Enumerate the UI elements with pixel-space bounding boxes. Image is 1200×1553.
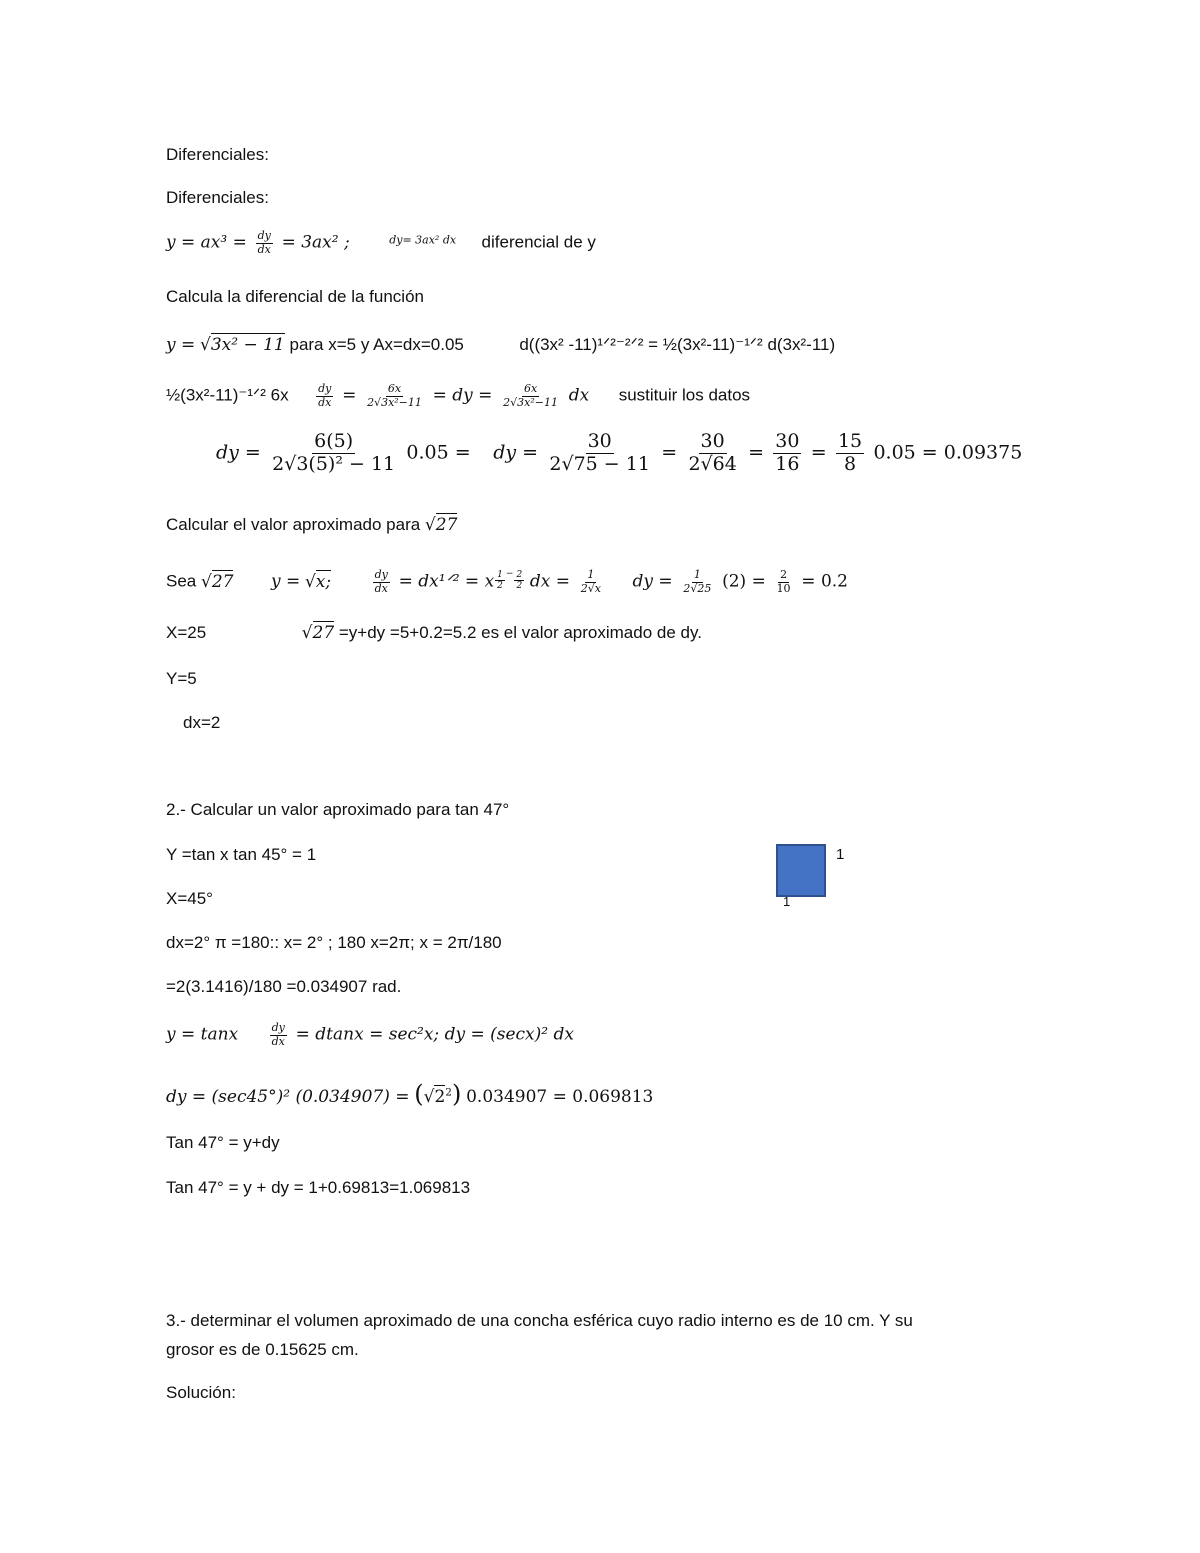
small-equation: dy= 3ax² dx [389,233,457,247]
heading-text: Calcular el valor aproximado para [166,515,421,534]
y-value: Y=5 [166,669,197,688]
fraction: $\frac{30}{16}$ [775,430,800,475]
sqrt-expression: √ 27 [302,621,334,643]
fraction: $\frac{1}{2√x}$ [580,568,601,595]
result-text: =y+dy =5+0.2=5.2 es el valor aproximado de dy. [338,623,702,642]
formula-expression: (2) = [722,571,766,592]
blue-square-shape [776,844,826,897]
problem-2-line: dx=2° π =180:: x= 2° ; 180 x=2π; x = 2π/180 [166,933,502,952]
formula-lhs: dy = [632,571,673,592]
condition-text: para x=5 y Ax=dx=0.05 [289,335,464,354]
formula-lhs: y = [166,335,196,355]
formula-expression: dx = [529,571,571,592]
result-value: 0.034907 = 0.069813 [466,1087,654,1107]
page-title: Diferenciales: [166,145,269,164]
formula-mid: = dy = [432,385,493,406]
problem-2-line: Tan 47° = y + dy = 1+0.69813=1.069813 [166,1178,471,1197]
problem-2-line: Y =tan x tan 45° = 1 [166,845,317,864]
calc-heading: Calcula la diferencial de la función [166,287,424,306]
dx-value: dx=2 [183,713,221,732]
formula-lhs: dy = [216,441,261,464]
fraction: $\frac{dy}{dx}$ [318,382,332,409]
problem-3-line: 3.- determinar el volumen aproximado de una concha esférica cuyo radio interno es de 10 cm. Y su [166,1311,913,1330]
sqrt-expression: √ x; [305,570,331,592]
formula-lhs: dy = (sec45°)² (0.034907) = [166,1087,410,1107]
problem-2-line: Tan 47° = y+dy [166,1133,280,1152]
formula-lhs: y = tanx [166,1024,239,1045]
fraction: $\frac{dy}{dx}$ [374,568,388,595]
fraction: $\frac{30}{2√75 - 11}$ [549,430,650,475]
formula-line-2 [166,336,835,354]
formula-line-4: dy = $\frac{6(5)}{\text{2√3(5)² − 11}}$ 0.05 = dy = $\frac{30}{2√75 - 11}$ = $\frac{30}{2√64}$ = $\frac{30}{16}$ = $\frac{15}{8}$ 0.05 = 0.09375 [216,430,1023,475]
formula-lhs: y = ax³ = [166,232,247,253]
formula-expression: = dx¹ᐟ² = x [398,571,495,592]
fraction: $\frac{dy}{dx}$ [271,1021,285,1048]
sqrt-expression: √ 2 [424,1085,446,1107]
problem-2-formula: dy = (sec45°)² (0.034907) = (√ $2^2$) 0.034907 = 0.069813 [166,1082,653,1106]
sea-text: Sea [166,571,197,591]
result-value: 0.05 = 0.09375 [873,441,1023,464]
fraction: $\frac{6x}{\text{2√3x²−11}}$ [503,382,559,409]
problem-2-line: =2(3.1416)/180 =0.034907 rad. [166,977,402,996]
fraction: $\frac{6(5)}{\text{2√3(5)² − 11}}$ [272,430,396,475]
formula-note: diferencial de y [481,232,596,252]
solution-label: Solución: [166,1383,236,1402]
sqrt-expression: √ 27 [425,513,457,535]
fraction: $\frac{2}{10}$ [776,568,791,595]
formula-rhs: = 3ax² ; [281,232,350,253]
problem-2-formula [166,1022,574,1048]
square-side-label: 1 [836,846,845,863]
derivative-expression: d((3x² -11)¹ᐟ²⁻²ᐟ² = ½(3x²-11)⁻¹ᐟ² d(3x²-11) [519,335,836,354]
result-value: = 0.2 [801,571,848,592]
exponent: $\frac{1}{2}$ − $\frac{2}{2}$ [497,568,523,591]
fraction: $\frac{6x}{\text{2√3x²−11}}$ [367,382,422,409]
lead-expression: ½(3x²-11)⁻¹ᐟ² 6x [166,385,289,405]
square-side-label: 1 [783,894,791,909]
problem-2-line: X=45° [166,889,213,908]
formula-line-3: ½(3x²-11)⁻¹ᐟ² 6x $\frac{dy}{dx}$ = $\frac{6x}{\text{2√3x²−11}}$ = dy = $\frac{6x}{\text{2√3x²−11}}$ dx sustituir los datos [166,382,751,409]
dx-term: dx [568,385,590,406]
section-heading: Diferenciales: [166,188,269,207]
formula-mid: 0.05 = [406,441,471,464]
fraction: $\frac{dy}{dx}$ [257,229,271,256]
formula-note: sustituir los datos [618,385,751,405]
formula-line-5 [166,569,848,595]
sqrt-expression: √ 3x² − 11 [200,333,285,355]
fraction: $\frac{1}{2√25}$ [683,568,712,595]
sqrt-expression: √ 27 [201,570,233,592]
x-value: X=25 [166,623,207,642]
problem-3-line: grosor es de 0.15625 cm. [166,1340,359,1359]
formula-rhs: = dtanx = sec²x; dy = (secx)² dx [295,1024,574,1045]
fraction: $\frac{15}{8}$ [837,430,863,475]
formula-line-6 [166,624,702,642]
approx-heading [166,516,457,534]
formula-line-1 [166,230,596,256]
fraction: $\frac{30}{2√64}$ [688,430,737,475]
formula-lhs: dy = [493,441,539,464]
formula-lhs: y = [270,571,301,592]
problem-2-heading: 2.- Calcular un valor aproximado para tan 47° [166,800,510,819]
